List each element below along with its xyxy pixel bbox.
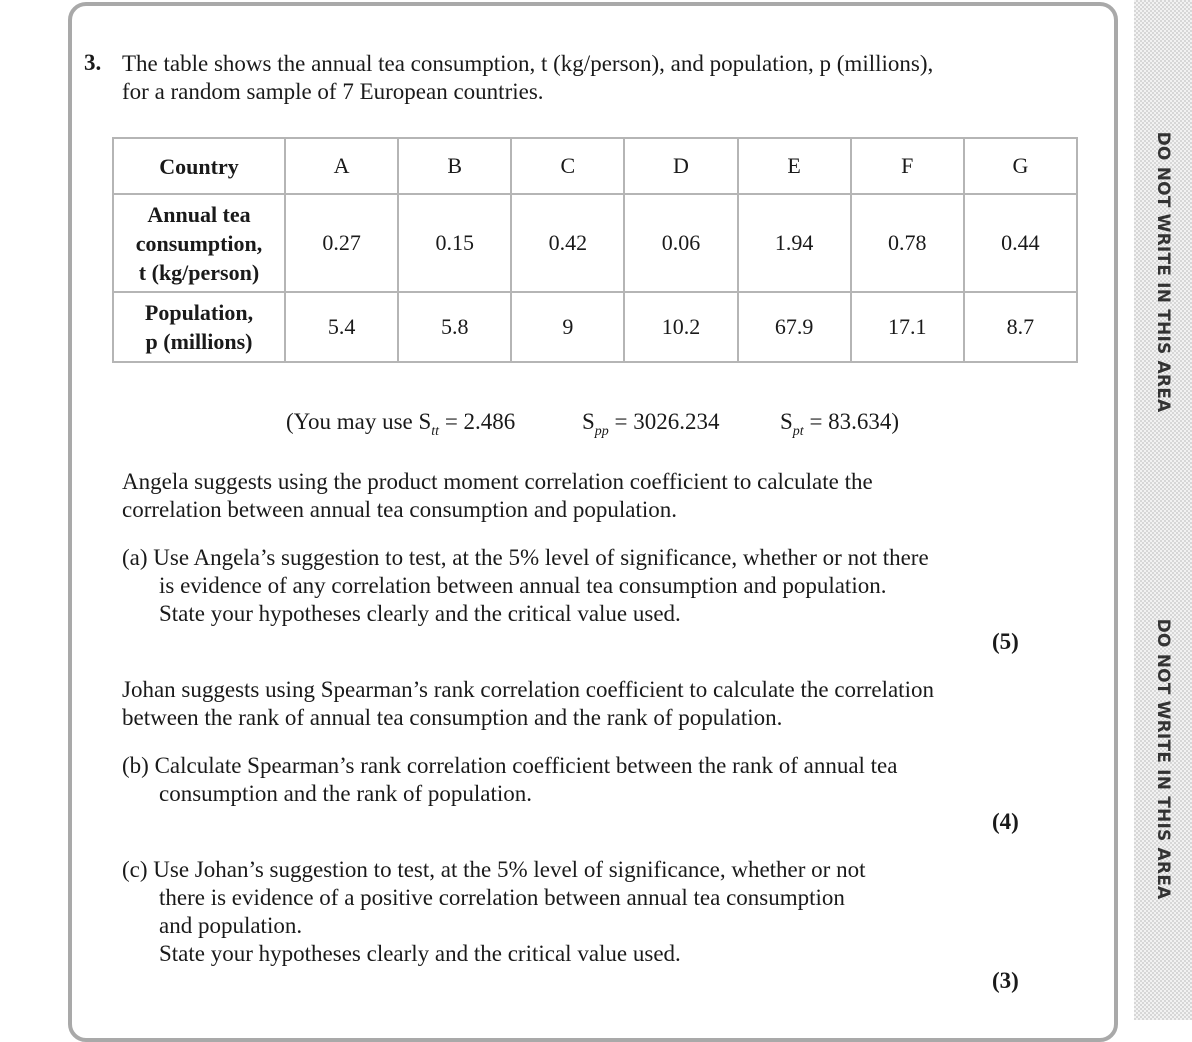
population-cell: 9 [511, 292, 624, 362]
intro-line: for a random sample of 7 European countries. [122, 79, 544, 104]
spt-formula [780, 409, 900, 439]
part-b-text [122, 752, 897, 808]
angela-line: correlation between annual tea consumption and population. [122, 497, 678, 522]
tea-cell: 1.94 [738, 194, 851, 292]
stt-value: = 2.486 [439, 409, 516, 434]
angela-paragraph [122, 468, 873, 524]
part-a-line: State your hypotheses clearly and the critical value used. [159, 601, 681, 626]
spp-subscript: pp [594, 424, 609, 439]
tea-header [113, 194, 285, 292]
angela-line: Angela suggests using the product moment correlation coefficient to calculate the [122, 469, 873, 494]
formula-prefix: (You may use S [286, 409, 432, 434]
question-intro [122, 50, 933, 106]
part-a-line: (a) Use Angela’s suggestion to test, at the 5% level of significance, whether or not there [122, 545, 929, 570]
tea-header-line: t (kg/person) [138, 259, 260, 285]
part-b-line: consumption and the rank of population. [159, 781, 533, 806]
population-cell: 5.8 [398, 292, 511, 362]
tea-row [113, 194, 1077, 292]
population-header-line: Population, [144, 300, 254, 325]
country-cell: E [738, 138, 851, 194]
country-header: Country [113, 138, 285, 194]
tea-cell: 0.78 [851, 194, 964, 292]
part-a-line: is evidence of any correlation between annual tea consumption and population. [159, 573, 887, 598]
population-cell: 8.7 [964, 292, 1077, 362]
part-c-line: State your hypotheses clearly and the critical value used. [159, 941, 681, 966]
tea-cell: 0.44 [964, 194, 1077, 292]
population-cell: 67.9 [738, 292, 851, 362]
intro-line: The table shows the annual tea consumption, t (kg/person), and population, p (millions), [122, 51, 934, 76]
tea-cell: 0.27 [285, 194, 398, 292]
population-header-line: p (millions) [145, 329, 253, 354]
population-cell: 5.4 [285, 292, 398, 362]
question-number: 3. [84, 50, 102, 75]
stt-formula [286, 409, 516, 439]
spp-symbol: S [582, 409, 595, 434]
tea-header-line: consumption, [135, 230, 263, 256]
country-cell: C [511, 138, 624, 194]
country-cell: D [624, 138, 737, 194]
johan-line: between the rank of annual tea consumption and the rank of population. [122, 705, 783, 730]
tea-cell: 0.42 [511, 194, 624, 292]
tea-cell: 0.06 [624, 194, 737, 292]
spt-value: = 83.634) [803, 409, 900, 434]
country-cell: G [964, 138, 1077, 194]
johan-paragraph [122, 676, 934, 732]
stt-subscript: tt [431, 424, 440, 439]
spt-subscript: pt [792, 424, 804, 439]
spt-symbol: S [780, 409, 793, 434]
part-b-line: (b) Calculate Spearman’s rank correlation coefficient between the rank of annual tea [122, 753, 898, 778]
part-c-line: there is evidence of a positive correlation between annual tea consumption [159, 885, 845, 910]
spp-formula [582, 409, 720, 439]
population-row [113, 292, 1077, 362]
tea-cell: 0.15 [398, 194, 511, 292]
part-c-text [122, 856, 865, 968]
country-row [113, 138, 1077, 194]
tea-header-line: Annual tea [147, 201, 251, 227]
country-cell: B [398, 138, 511, 194]
margin-notice-top: DO NOT WRITE IN THIS AREA [1153, 131, 1173, 413]
part-b-marks: (4) [992, 809, 1019, 834]
population-header [113, 292, 285, 362]
part-c-line: and population. [159, 913, 303, 938]
population-cell: 10.2 [624, 292, 737, 362]
johan-line: Johan suggests using Spearman’s rank correlation coefficient to calculate the correlation [122, 677, 934, 702]
part-a-marks: (5) [992, 629, 1019, 654]
part-a-text [122, 544, 929, 628]
margin-notice-bottom: DO NOT WRITE IN THIS AREA [1153, 618, 1173, 900]
part-c-line: (c) Use Johan’s suggestion to test, at the 5% level of significance, whether or not [122, 857, 866, 882]
spp-value: = 3026.234 [608, 409, 720, 434]
country-cell: A [285, 138, 398, 194]
part-c-marks: (3) [992, 968, 1019, 993]
data-table [112, 137, 1078, 363]
population-cell: 17.1 [851, 292, 964, 362]
country-cell: F [851, 138, 964, 194]
